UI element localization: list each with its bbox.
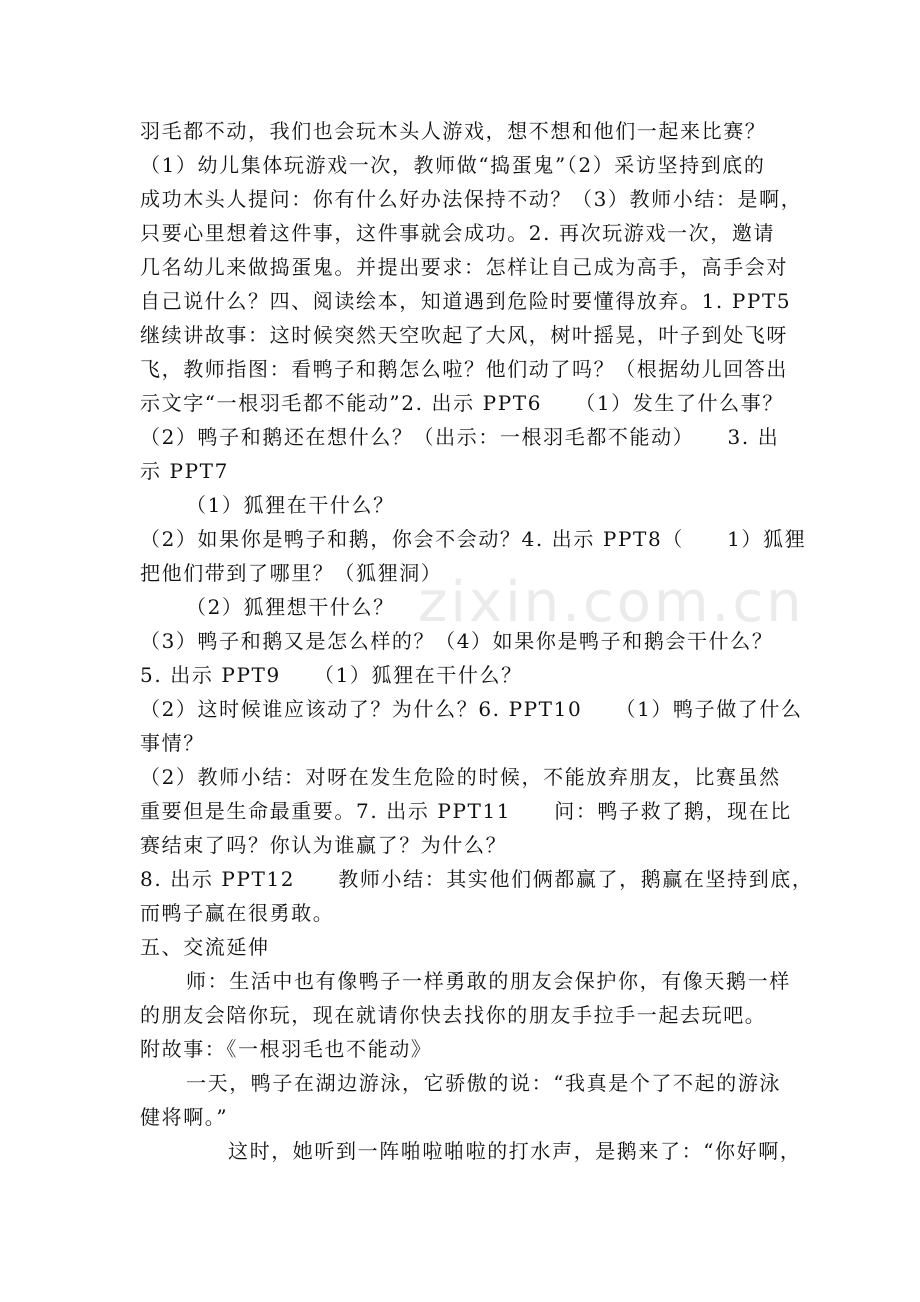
text-line: 5. 出示 PPT9 （1）狐狸在干什么？ <box>140 663 523 687</box>
text-line: 示 PPT7 <box>140 459 229 483</box>
watermark: zixin.com.cn <box>418 570 805 635</box>
text-line: 事情？ <box>140 731 205 755</box>
text-line: 8. 出示 PPT12 教师小结：其实他们俩都赢了，鹅赢在坚持到底， <box>140 867 814 891</box>
text-line: 把他们带到了哪里？（狐狸洞） <box>140 561 443 585</box>
text-line: （2）狐狸想干什么？ <box>186 595 395 619</box>
text-line: （3）鸭子和鹅又是怎么样的？（4）如果你是鸭子和鹅会干什么？ <box>140 629 774 653</box>
text-line: 赛结束了吗？你认为谁赢了？为什么？ <box>140 833 508 857</box>
text-line: （2）如果你是鸭子和鹅，你会不会动？4. 出示 PPT8（ 1）狐狸 <box>140 527 807 551</box>
text-line: 重要但是生命最重要。7. 出示 PPT11 问：鸭子救了鹅，现在比 <box>140 799 792 823</box>
text-line: 自己说什么？四、阅读绘本，知道遇到危险时要懂得放弃。1. PPT5 <box>140 289 792 313</box>
text-line: 的朋友会陪你玩，现在就请你快去找你的朋友手拉手一起去玩吧。 <box>140 1003 767 1027</box>
text-line: （2）这时候谁应该动了？为什么？6. PPT10 （1）鸭子做了什么 <box>140 697 803 721</box>
text-line: 只要心里想着这件事，这件事就会成功。2. 再次玩游戏一次，邀请 <box>140 221 776 245</box>
text-line: （1）狐狸在干什么？ <box>186 493 395 517</box>
text-line: 而鸭子赢在很勇敢。 <box>140 901 335 925</box>
text-line: 示文字“一根羽毛都不能动”2. 出示 PPT6 （1）发生了什么事？ <box>140 391 784 415</box>
text-line: 羽毛都不动，我们也会玩木头人游戏，想不想和他们一起来比赛？ <box>140 119 767 143</box>
text-line: 这时，她听到一阵啪啦啪啦的打水声，是鹅来了：“你好啊， <box>228 1139 802 1163</box>
text-line: 几名幼儿来做捣蛋鬼。并提出要求：怎样让自己成为高手，高手会对 <box>140 255 788 279</box>
text-line: 飞，教师指图：看鸭子和鹅怎么啦？他们动了吗？（根据幼儿回答出 <box>140 357 788 381</box>
text-line: （2）教师小结：对呀在发生危险的时候，不能放弃朋友，比赛虽然 <box>140 765 781 789</box>
text-line: （2）鸭子和鹅还在想什么？（出示：一根羽毛都不能动） 3. 出 <box>140 425 780 449</box>
text-line: 成功木头人提问：你有什么好办法保持不动？（3）教师小结：是啊， <box>140 187 803 211</box>
text-line: 师：生活中也有像鸭子一样勇敢的朋友会保护你，有像天鹅一样 <box>186 969 791 993</box>
text-line: 附故事：《一根羽毛也不能动》 <box>140 1037 433 1061</box>
text-line: 继续讲故事：这时候突然天空吹起了大风，树叶摇晃，叶子到处飞呀 <box>140 323 788 347</box>
text-line: （1）幼儿集体玩游戏一次，教师做“捣蛋鬼”（2）采访坚持到底的 <box>140 153 766 177</box>
text-line: 一天，鸭子在湖边游泳，它骄傲的说：“我真是个了不起的游泳 <box>186 1071 782 1095</box>
section-heading: 五、交流延伸 <box>140 935 270 959</box>
text-line: 健将啊。” <box>140 1105 229 1129</box>
